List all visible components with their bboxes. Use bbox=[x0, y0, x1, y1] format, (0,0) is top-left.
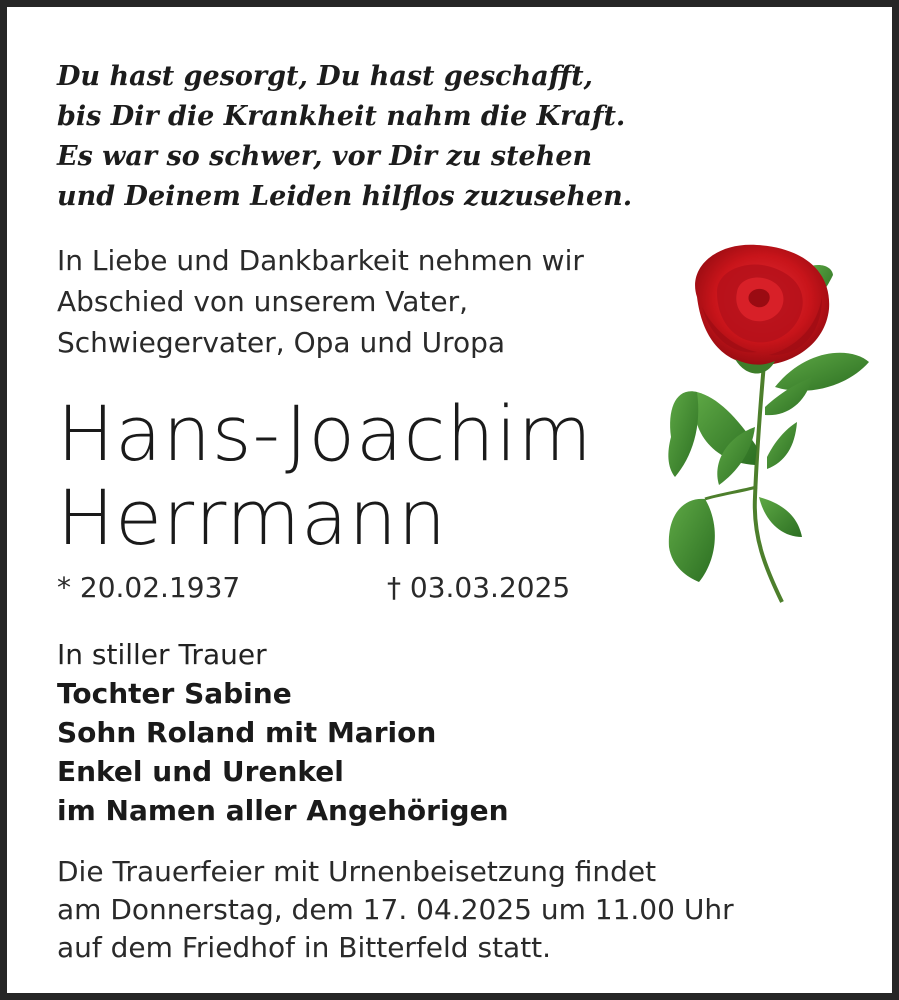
deceased-name bbox=[57, 389, 593, 562]
mourner-name: Sohn Roland mit Marion bbox=[57, 716, 437, 749]
mourners-intro: In stiller Trauer bbox=[57, 638, 267, 671]
death-date: † 03.03.2025 bbox=[387, 571, 571, 604]
mourner-name: Enkel und Urenkel bbox=[57, 755, 344, 788]
intro-line: In Liebe und Dankbarkeit nehmen wir bbox=[57, 244, 584, 277]
red-rose-icon bbox=[657, 237, 877, 607]
life-dates bbox=[57, 570, 571, 606]
funeral-info-line: Die Trauerfeier mit Urnenbeisetzung findet bbox=[57, 855, 657, 888]
intro-line: Abschied von unserem Vater, bbox=[57, 285, 469, 318]
intro-line: Schwiegervater, Opa und Uropa bbox=[57, 326, 506, 359]
funeral-info-line: auf dem Friedhof in Bitterfeld statt. bbox=[57, 931, 552, 964]
mourners bbox=[57, 635, 509, 830]
poem bbox=[57, 57, 632, 217]
poem-line: Es war so schwer, vor Dir zu stehen bbox=[57, 141, 593, 172]
intro-text bbox=[57, 240, 584, 363]
funeral-info bbox=[57, 853, 734, 967]
last-name: Herrmann bbox=[57, 473, 448, 562]
birth-date: * 20.02.1937 bbox=[57, 571, 241, 604]
poem-line: Du hast gesorgt, Du hast geschafft, bbox=[57, 61, 593, 92]
poem-line: bis Dir die Krankheit nahm die Kraft. bbox=[57, 101, 626, 132]
funeral-info-line: am Donnerstag, dem 17. 04.2025 um 11.00 Uhr bbox=[57, 893, 734, 926]
mourner-name: im Namen aller Angehörigen bbox=[57, 794, 509, 827]
poem-line: und Deinem Leiden hilflos zuzusehen. bbox=[57, 181, 633, 212]
first-name: Hans-Joachim bbox=[57, 389, 593, 478]
mourner-name: Tochter Sabine bbox=[57, 677, 292, 710]
